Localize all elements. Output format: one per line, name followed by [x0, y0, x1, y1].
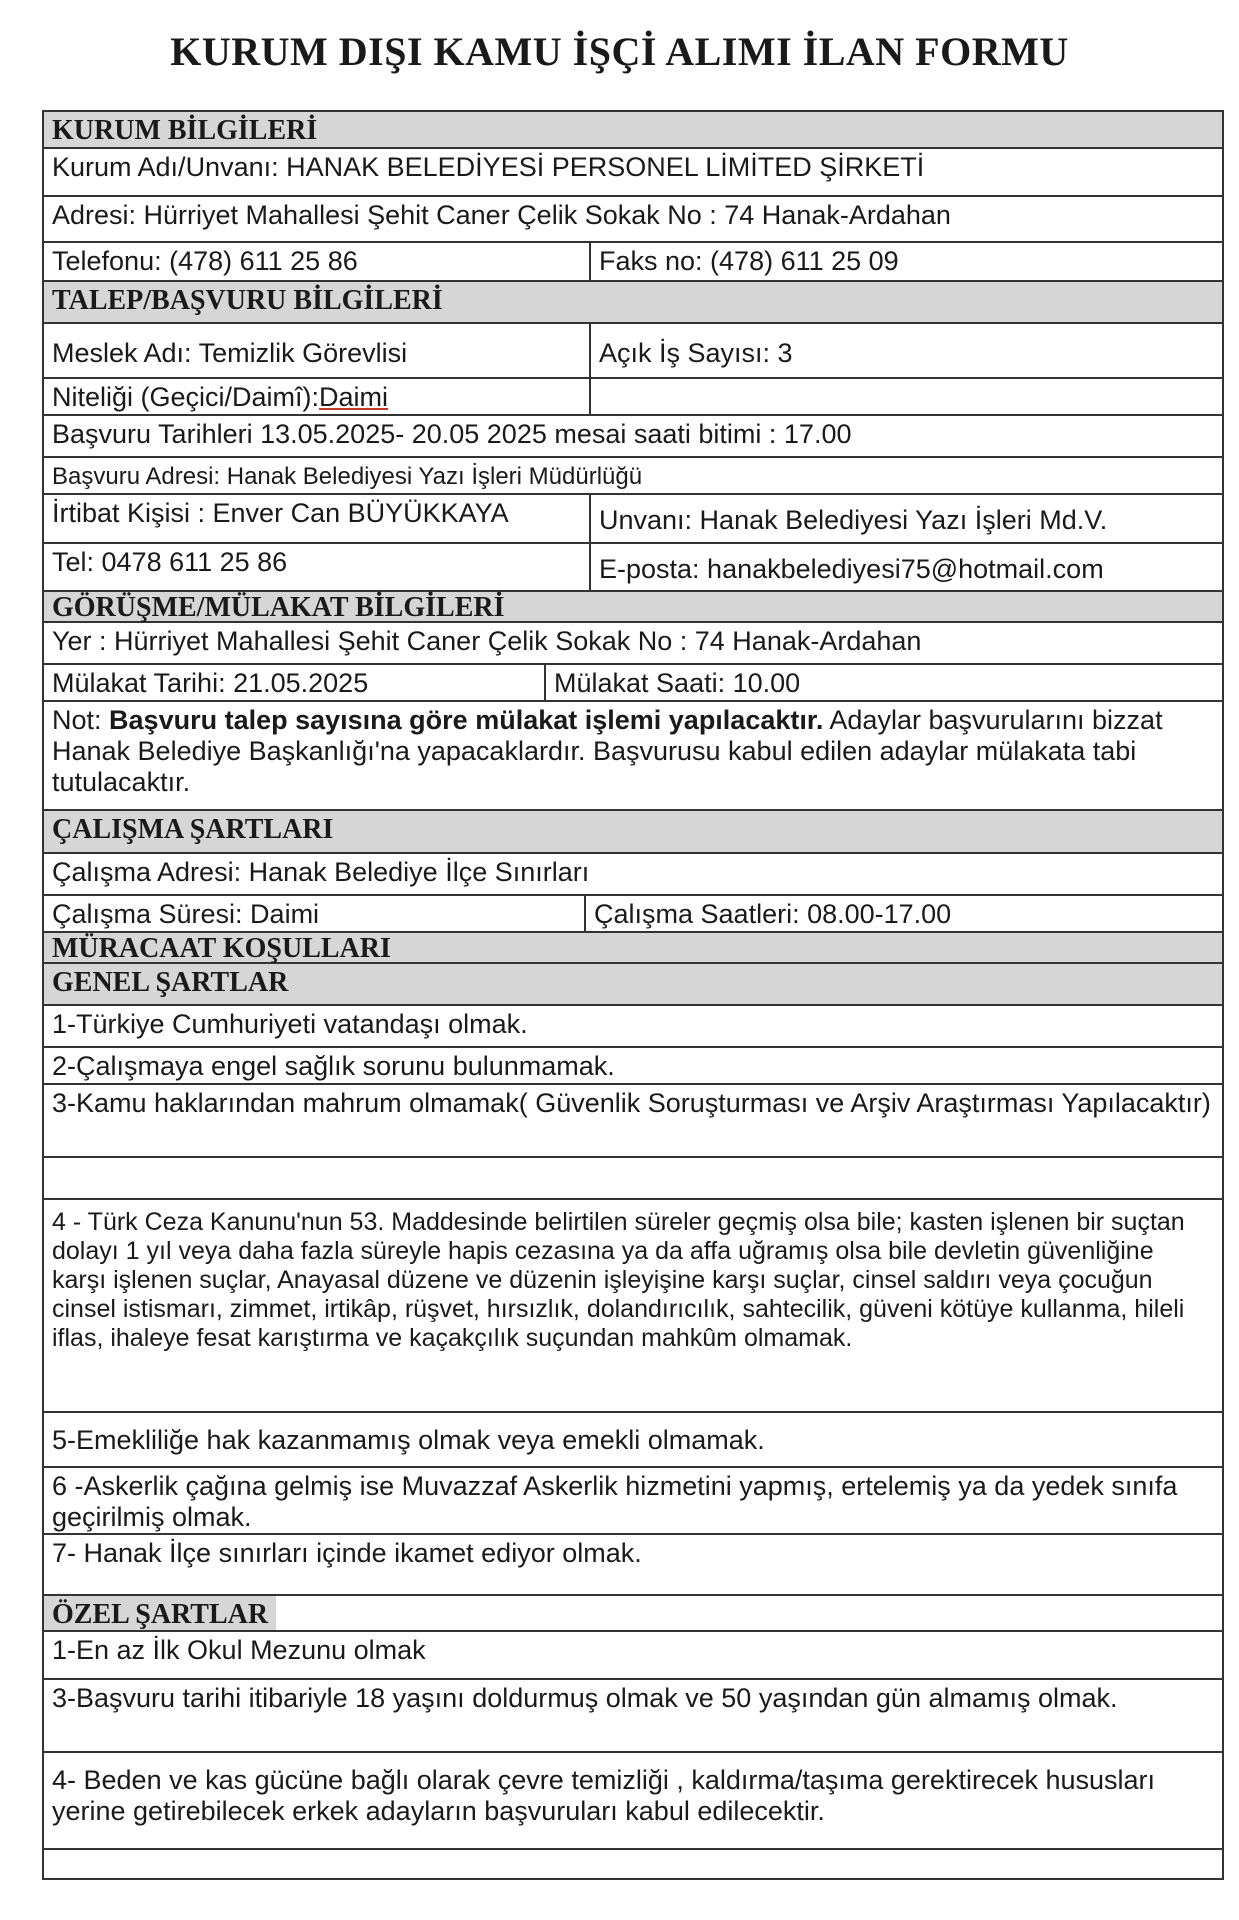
job-name: Meslek Adı: Temizlik Görevlisi [52, 338, 408, 368]
general-condition: 5-Emekliliğe hak kazanmamış olmak veya emekli olmamak. [44, 1413, 1222, 1468]
section-header-genel: GENEL ŞARTLAR [44, 964, 1222, 1006]
tel-email-row [44, 544, 1222, 592]
interview-place: Yer : Hürriyet Mahallesi Şehit Caner Çelik Sokak No : 74 Hanak-Ardahan [52, 626, 922, 656]
section-header-ozel: ÖZEL ŞARTLAR [44, 1596, 1222, 1632]
interview-datetime-row [44, 665, 1222, 702]
special-condition: 1-En az İlk Okul Mezunu olmak [44, 1632, 1222, 1680]
empty-row [44, 1158, 1222, 1200]
general-condition: 4 - Türk Ceza Kanunu'nun 53. Maddesinde belirtilen süreler geçmiş olsa bile; kasten işlenen bir suçtan dolayı 1 yıl veya daha fazla süreyle hapis cezasına ya da affa uğramış olsa bile devletin güvenliğine karşı işlenen suçlar, Anayasal düzene ve düzenin işleyişine karşı suçlar, cinsel saldırı veya çocuğun cinsel istismarı, zimmet, irtikâp, rüşvet, hırsızlık, dolandırıcılık, sahtecilik, güveni kötüye kullanma, hileli iflas, ihaleye fesat karıştırma ve kaçakçılık suçundan mahkûm olmamak. [44, 1200, 1222, 1413]
work-address: Çalışma Adresi: Hanak Belediye İlçe Sınırları [52, 857, 590, 887]
note-row [44, 702, 1222, 811]
section-header-kurum: KURUM BİLGİLERİ [44, 112, 1222, 149]
contact-tel: Tel: 0478 611 25 86 [52, 547, 288, 577]
interview-date: Mülakat Tarihi: 21.05.2025 [52, 668, 369, 698]
kurum-address-row [44, 197, 1222, 243]
contact-person: İrtibat Kişisi : Enver Can BÜYÜKKAYA [52, 498, 509, 528]
interview-place-row [44, 623, 1222, 665]
work-duration: Çalışma Süresi: Daimi [52, 899, 320, 929]
note: Not: Başvuru talep sayısına göre mülakat işlemi yapılacaktır. Adaylar başvurularını bizzat Hanak Belediye Başkanlığı'na yapacaklardır. Başvurusu kabul edilen adaylar mülakata tabi tutulacaktır. [52, 705, 1163, 797]
open-positions: Açık İş Sayısı: 3 [589, 324, 1222, 377]
special-condition: 4- Beden ve kas gücüne bağlı olarak çevre temizliği , kaldırma/taşıma gerektirecek hususları yerine getirebilecek erkek adayların başvuruları kabul edilecektir. [44, 1753, 1222, 1850]
nature-row [44, 379, 1222, 416]
work-address-row [44, 854, 1222, 896]
section-header-calisma: ÇALIŞMA ŞARTLARI [44, 811, 1222, 854]
kurum-name-row [44, 149, 1222, 197]
application-dates: Başvuru Tarihleri 13.05.2025- 20.05 2025 mesai saati bitimi : 17.00 [52, 419, 852, 449]
interview-time: Mülakat Saati: 10.00 [544, 665, 1222, 700]
dates-row [44, 416, 1222, 458]
general-condition: 7- Hanak İlçe sınırları içinde ikamet ediyor olmak. [44, 1535, 1222, 1596]
job-nature: Niteliği (Geçici/Daimî):Daimi [52, 382, 389, 412]
apply-address-row [44, 458, 1222, 495]
work-hours: Çalışma Saatleri: 08.00-17.00 [584, 896, 1222, 931]
general-condition: 6 -Askerlik çağına gelmiş ise Muvazzaf Askerlik hizmetini yapmış, ertelemiş ya da yedek sınıfa geçirilmiş olmak. [44, 1468, 1222, 1535]
special-condition: 3-Başvuru tarihi itibariyle 18 yaşını doldurmuş olmak ve 50 yaşından gün almamış olmak. [44, 1680, 1222, 1753]
general-condition: 2-Çalışmaya engel sağlık sorunu bulunmamak. [44, 1048, 1222, 1085]
section-header-gorusme: GÖRÜŞME/MÜLAKAT BİLGİLERİ [44, 592, 1222, 623]
section-header-muracaat: MÜRACAAT KOŞULLARI [44, 933, 1222, 964]
kurum-contact-row [44, 243, 1222, 282]
work-time-row [44, 896, 1222, 933]
contact-email[interactable]: E-posta: hanakbelediyesi75@hotmail.com [589, 544, 1222, 590]
kurum-address: Adresi: Hürriyet Mahallesi Şehit Caner Çelik Sokak No : 74 Hanak-Ardahan [52, 200, 951, 230]
application-address: Başvuru Adresi: Hanak Belediyesi Yazı İşleri Müdürlüğü [52, 463, 643, 490]
announcement-form [42, 110, 1224, 1880]
contact-title: Unvanı: Hanak Belediyesi Yazı İşleri Md.V. [589, 495, 1222, 542]
general-condition: 1-Türkiye Cumhuriyeti vatandaşı olmak. [44, 1006, 1222, 1048]
kurum-phone: Telefonu: (478) 611 25 86 [52, 246, 358, 276]
contact-row [44, 495, 1222, 544]
empty-row [44, 1850, 1222, 1880]
form-title: KURUM DIŞI KAMU İŞÇİ ALIMI İLAN FORMU [170, 29, 1069, 74]
kurum-name: Kurum Adı/Unvanı: HANAK BELEDİYESİ PERSONEL LİMİTED ŞİRKETİ [52, 152, 925, 182]
general-condition: 3-Kamu haklarından mahrum olmamak( Güvenlik Soruşturması ve Arşiv Araştırması Yapılacaktır) [44, 1085, 1222, 1158]
job-row [44, 324, 1222, 379]
section-header-talep: TALEP/BAŞVURU BİLGİLERİ [44, 282, 1222, 324]
kurum-fax: Faks no: (478) 611 25 09 [589, 243, 1222, 280]
